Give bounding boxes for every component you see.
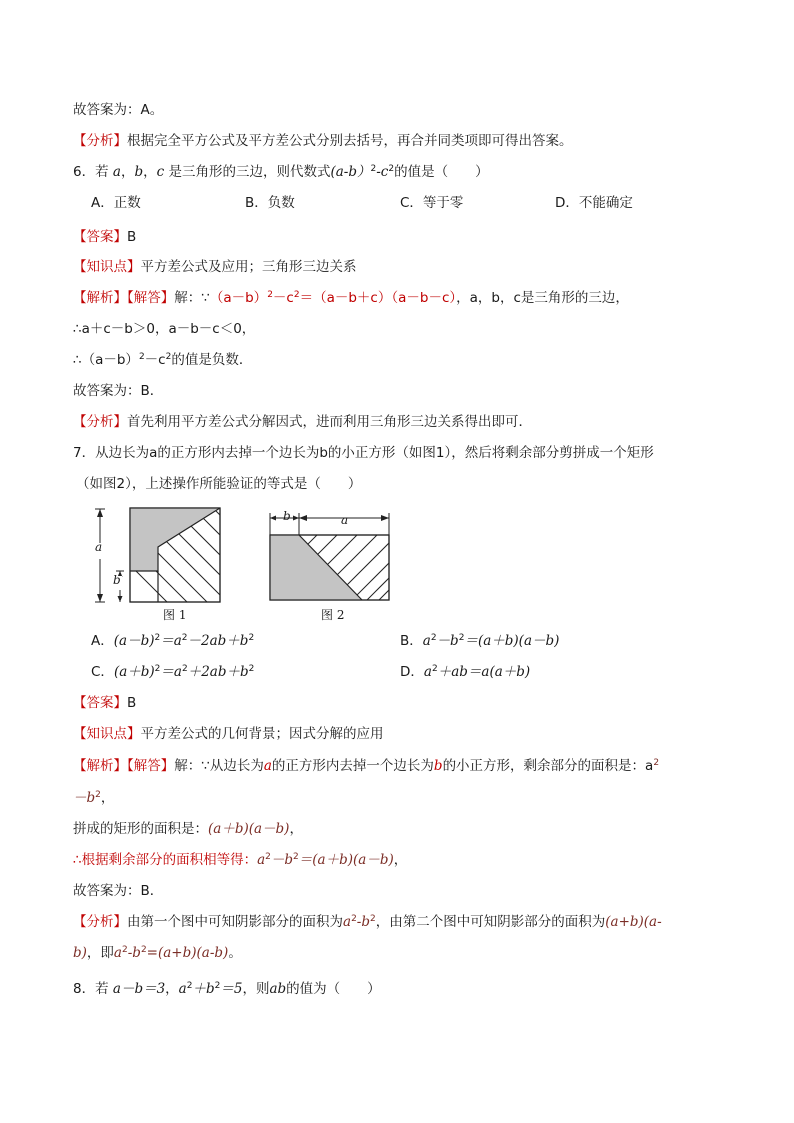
q7-option-a: A．$(a-b)^2=a^2-2ab+b^2$ — [91, 633, 255, 649]
figure-1 — [90, 505, 230, 605]
q6-option-a: A．正数 — [91, 195, 141, 211]
analysis-7-line-2: b)，即$a^2-b^2=(a+b)(a-b)$。 — [73, 945, 242, 961]
solution-7-line-1: 【解析】【解答】解：∵从边长为a的正方形内去掉一个边长为b的小正方形，剩余部分的面积是：$a^2$ — [73, 758, 660, 774]
q7-option-b: B．$a^2-b^2=(a+b)(a-b)$ — [400, 633, 560, 649]
figure-2 — [262, 510, 402, 605]
question-6: 6．若 a，b，c 是三角形的三边，则代数式$(a-b)^2-c^2$的值是（ ） — [73, 164, 489, 180]
knowledge-6: 【知识点】平方差公式及应用；三角形三边关系 — [73, 259, 357, 275]
solution-6-line-3: $\therefore(a-b)^2-c^2$的值是负数． — [73, 352, 253, 368]
question-8: 8．若 a－b＝3，$a^2+b^2=5$，则ab的值为（ ） — [73, 981, 381, 997]
analysis-line-5: 【分析】根据完全平方公式及平方差公式分别去括号，再合并同类项即可得出答案。 — [73, 133, 573, 149]
question-7-line-2: （如图2），上述操作所能验证的等式是（ ） — [76, 476, 362, 492]
fig2-label-b: b — [283, 509, 291, 523]
answer-line-5: 故答案为：A。 — [73, 102, 164, 118]
fig1-label-b: b — [113, 573, 121, 587]
solution-7-line-5: 故答案为：B． — [73, 883, 164, 899]
analysis-tag: 【分析】 — [73, 133, 127, 149]
answer-6: 【答案】B — [73, 229, 137, 245]
q6-option-c: C．等于零 — [400, 195, 464, 211]
fig1-caption: 图 1 — [163, 608, 187, 622]
solution-6-line-4: 故答案为：B． — [73, 383, 164, 399]
question-7-line-1: 7．从边长为a的正方形内去掉一个边长为b的小正方形（如图1），然后将剩余部分剪拼成一个矩形 — [73, 445, 654, 461]
fig2-caption: 图 2 — [321, 608, 345, 622]
solution-7-line-3: 拼成的矩形的面积是：(a＋b)(a－b)， — [73, 821, 303, 837]
fig1-label-a: a — [95, 540, 103, 554]
analysis-7-line-1: 【分析】由第一个图中可知阴影部分的面积为$a^2-b^2$，由第二个图中可知阴影部分的面积为(a+b)(a- — [73, 914, 662, 930]
solution-7-line-4: ∴根据剩余部分的面积相等得：$a^2-b^2=(a+b)(a-b)$， — [73, 852, 408, 868]
answer-7: 【答案】B — [73, 695, 137, 711]
solution-7-line-2: $-b^2$， — [73, 790, 115, 806]
q6-option-d: D．不能确定 — [555, 195, 633, 211]
solution-6-line-1: 【解析】【解答】解：$\because(a-b)^2-c^2=(a-b+c)(a-b-c)$，a，b，c是三角形的三边， — [73, 290, 629, 306]
solution-6-line-2: ∴a＋c－b＞0，a－b－c＜0， — [73, 321, 256, 337]
fig2-label-a: a — [341, 513, 349, 527]
q7-option-d: D．$a^2+ab=a(a+b)$ — [400, 664, 531, 680]
q6-option-b: B．负数 — [245, 195, 295, 211]
analysis-6: 【分析】首先利用平方差公式分解因式，进而利用三角形三边关系得出即可． — [73, 414, 532, 430]
q7-option-c: C．$(a+b)^2=a^2+2ab+b^2$ — [91, 664, 255, 680]
knowledge-7: 【知识点】平方差公式的几何背景；因式分解的应用 — [73, 726, 384, 742]
